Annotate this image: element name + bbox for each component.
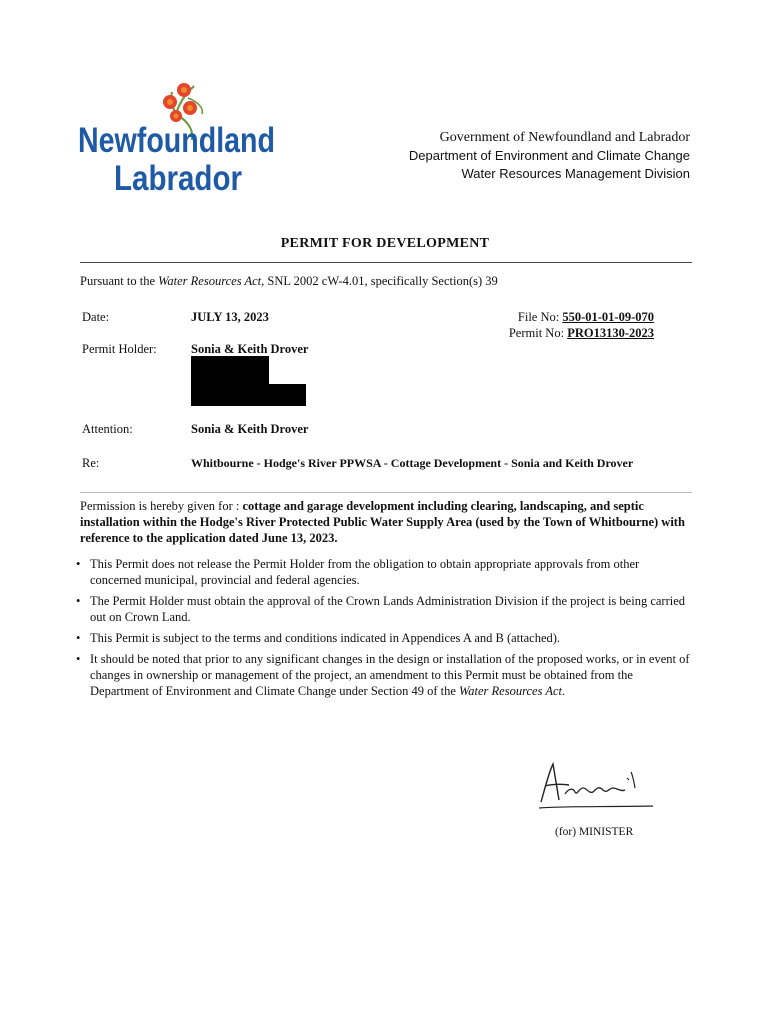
file-numbers — [509, 309, 654, 341]
department-name: Department of Environment and Climate Change — [408, 148, 690, 163]
section-divider — [80, 492, 692, 493]
bullet-text: This Permit is subject to the terms and conditions indicated in Appendices A and B (attached). — [90, 631, 561, 645]
permission-prefix: Permission is hereby given for : — [80, 499, 243, 513]
conditions-list — [76, 556, 692, 704]
document-title: PERMIT FOR DEVELOPMENT — [280, 236, 490, 251]
list-item: • It should be noted that prior to any significant changes in the design or installation of the proposed works, or in event of changes in ownership or management of the project, an amendment to this Permit must be obtained from the Department of Environment and Climate Change under Section 49 of the Water Resources Act. — [76, 652, 690, 698]
bullet-text: The Permit Holder must obtain the approval of the Crown Lands Administration Division if the project is being carried out on Crown Land. — [90, 594, 686, 624]
redacted-address-block — [191, 356, 269, 386]
file-no-row — [509, 309, 654, 325]
permission-body: cottage and garage development including clearing, landscaping, and septic installation within the Hodge's River Protected Public Water Supply Area (used by the Town of Whitbourne) with reference to the application dated June 13, 2023. — [80, 499, 685, 545]
government-name: Government of Newfoundland and Labrador — [439, 130, 690, 145]
re-value: Whitbourne - Hodge's River PPWSA - Cottage Development - Sonia and Keith Drover — [191, 456, 634, 470]
department-header — [409, 128, 690, 183]
permit-holder-value: Sonia & Keith Drover — [191, 342, 309, 356]
date-value: JULY 13, 2023 — [191, 310, 269, 324]
attention-label: Attention: — [82, 422, 133, 436]
pursuant-suffix: , SNL 2002 cW-4.01, specifically Section(s) 39 — [261, 274, 498, 288]
bullet-act: Water Resources Act — [459, 684, 563, 698]
logo-line1: Newfoundland — [78, 121, 275, 160]
pursuant-prefix: Pursuant to the — [80, 274, 159, 288]
pursuant-act: Water Resources Act — [158, 274, 262, 288]
logo-line2: Labrador — [114, 159, 243, 198]
bullet-text: This Permit does not release the Permit Holder from the obligation to obtain appropriate approvals from other concerned municipal, provincial and federal agencies. — [90, 557, 640, 587]
permit-no-label: Permit No: — [508, 326, 568, 340]
date-label: Date: — [82, 310, 110, 324]
permit-no-value: PRO13130-2023 — [567, 326, 654, 340]
title-divider — [80, 262, 692, 263]
list-item: • This Permit does not release the Permit Holder from the obligation to obtain appropriate approvals from other concerned municipal, provincial and federal agencies. — [76, 557, 640, 587]
bullet-end: . — [562, 684, 566, 698]
file-no-value: 550-01-01-09-070 — [562, 310, 654, 324]
list-item: • This Permit is subject to the terms and conditions indicated in Appendices A and B (attached). — [76, 631, 561, 645]
file-no-label: File No: — [517, 310, 563, 324]
redacted-address-block-2 — [191, 384, 306, 406]
permit-no-row — [509, 325, 654, 341]
pitcher-plant-logo-graphic — [76, 80, 281, 198]
signature-caption: (for) MINISTER — [555, 826, 634, 838]
re-label: Re: — [82, 456, 100, 470]
attention-value: Sonia & Keith Drover — [191, 422, 309, 436]
division-name: Water Resources Management Division — [461, 166, 690, 181]
handwritten-signature — [535, 758, 660, 818]
list-item: • The Permit Holder must obtain the approval of the Crown Lands Administration Division if the project is being carried out on Crown Land. — [76, 594, 686, 624]
bullet-text: It should be noted that prior to any significant changes in the design or installation of the proposed works, or in event of changes in ownership or management of the project, an amendment to this Permit must be obtained from the Department of Environment and Climate Change under Section 49 of the — [90, 652, 690, 698]
permit-holder-label: Permit Holder: — [82, 342, 157, 356]
newfoundland-labrador-logo — [76, 80, 281, 198]
permission-statement — [80, 498, 692, 546]
pursuant-line — [80, 273, 498, 289]
